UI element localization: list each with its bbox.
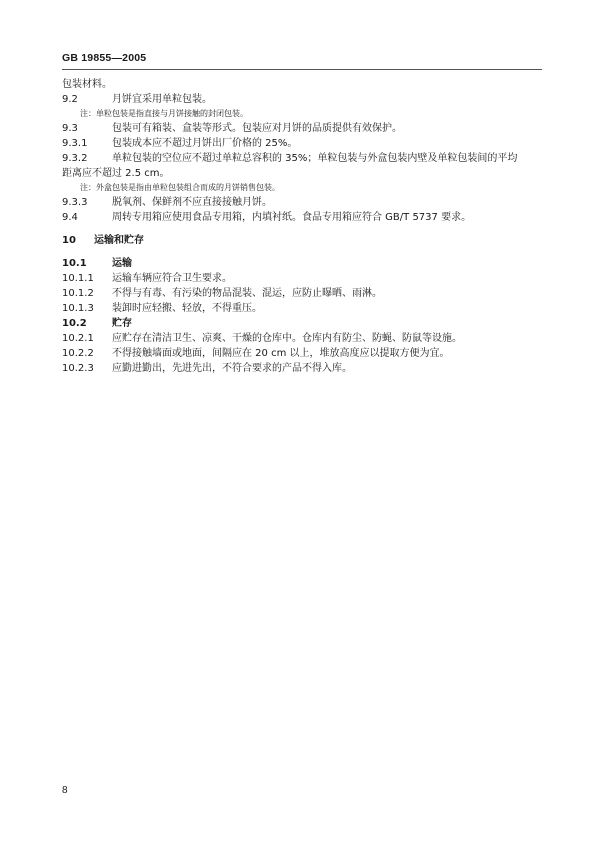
clause-9-3 xyxy=(62,121,552,136)
clause-9-3-2 xyxy=(62,151,552,166)
clause-9-4 xyxy=(62,210,552,225)
clause-9-3-3 xyxy=(62,195,552,210)
clause-text: 周转专用箱应使用食品专用箱，内填衬纸。食品专用箱应符合 GB/T 5737 要求。 xyxy=(112,212,472,223)
clause-number: 9.3 xyxy=(62,123,78,134)
clause-9-3-2-continued xyxy=(62,166,552,181)
clause-text: 装卸时应轻搬、轻放，不得重压。 xyxy=(112,303,262,314)
clause-10-2-2 xyxy=(62,346,552,361)
clause-text: 不得与有毒、有污染的物品混装、混运，应防止曝晒、雨淋。 xyxy=(112,288,382,299)
clause-text: 应贮存在清洁卫生、凉爽、干燥的仓库中。仓库内有防尘、防蝇、防鼠等设施。 xyxy=(112,333,462,344)
clause-text: 包装成本应不超过月饼出厂价格的 25%。 xyxy=(112,138,298,149)
standard-code-header: GB 19855—2005 xyxy=(62,52,147,64)
page-number: 8 xyxy=(62,785,68,796)
section-number: 10 xyxy=(62,235,76,246)
section-title: 运输和贮存 xyxy=(94,235,144,246)
subsection-number: 10.1 xyxy=(62,258,87,269)
clause-text-continued: 距离应不超过 2.5 cm。 xyxy=(62,168,170,179)
clause-number: 10.2.3 xyxy=(62,363,94,374)
document-body xyxy=(62,77,552,376)
clause-10-1-3 xyxy=(62,301,552,316)
clause-number: 10.1.2 xyxy=(62,288,94,299)
clause-9-2 xyxy=(62,92,552,107)
clause-number: 10.2.2 xyxy=(62,348,94,359)
clause-number: 10.2.1 xyxy=(62,333,94,344)
clause-10-2-3 xyxy=(62,361,552,376)
clause-text: 单粒包装的空位应不超过单粒总容积的 35%；单粒包装与外盒包装内壁及单粒包装间的平均 xyxy=(112,153,518,164)
clause-10-1-2 xyxy=(62,286,552,301)
clause-text: 运输车辆应符合卫生要求。 xyxy=(112,273,232,284)
note-9-3-2: 注：外盒包装是指由单粒包装组合而成的月饼销售包装。 xyxy=(80,183,280,192)
subsection-number: 10.2 xyxy=(62,318,87,329)
continuation-text: 包装材料。 xyxy=(62,79,112,90)
clause-number: 10.1.3 xyxy=(62,303,94,314)
header-divider xyxy=(62,69,542,70)
clause-text: 月饼宜采用单粒包装。 xyxy=(112,94,212,105)
clause-number: 9.3.3 xyxy=(62,197,88,208)
section-gap xyxy=(62,248,552,256)
subsection-10-2-heading xyxy=(62,316,552,331)
clause-10-1-1 xyxy=(62,271,552,286)
subsection-10-1-heading xyxy=(62,256,552,271)
section-gap xyxy=(62,225,552,233)
clause-number: 9.3.2 xyxy=(62,153,88,164)
section-10-heading xyxy=(62,233,552,248)
clause-text: 不得接触墙面或地面，间隔应在 20 cm 以上，堆放高度应以提取方便为宜。 xyxy=(112,348,450,359)
clause-9-3-1 xyxy=(62,136,552,151)
clause-text: 脱氧剂、保鲜剂不应直接接触月饼。 xyxy=(112,197,272,208)
clause-number: 9.4 xyxy=(62,212,78,223)
subsection-title: 运输 xyxy=(112,258,132,269)
clause-number: 10.1.1 xyxy=(62,273,94,284)
clause-text: 包装可有箱装、盒装等形式。包装应对月饼的品质提供有效保护。 xyxy=(112,123,402,134)
clause-text: 应勤进勤出，先进先出，不符合要求的产品不得入库。 xyxy=(112,363,352,374)
continuation-line xyxy=(62,77,552,92)
clause-10-2-1 xyxy=(62,331,552,346)
subsection-title: 贮存 xyxy=(112,318,132,329)
clause-number: 9.2 xyxy=(62,94,78,105)
clause-number: 9.3.1 xyxy=(62,138,88,149)
note-9-2: 注：单粒包装是指直接与月饼接触的封闭包装。 xyxy=(80,109,248,118)
